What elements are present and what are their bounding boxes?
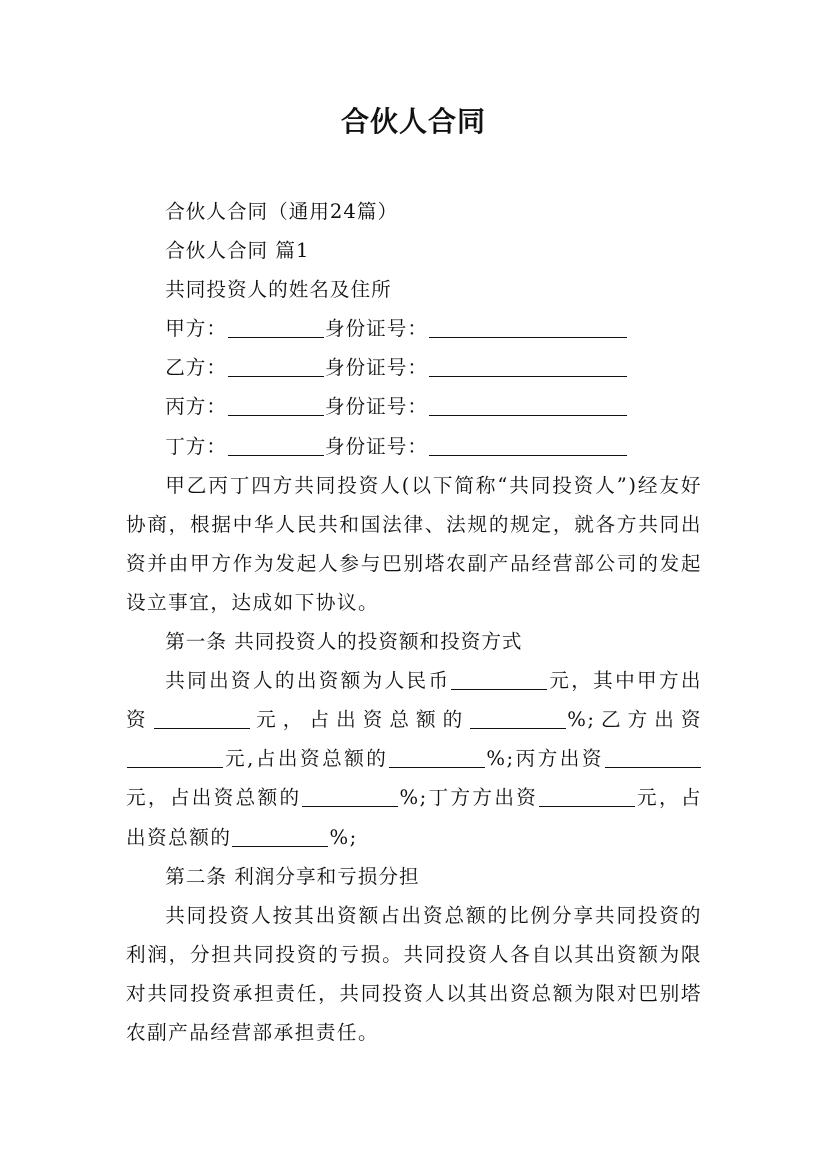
article1-heading: 第一条 共同投资人的投资额和投资方式 [165, 630, 523, 654]
id-blank [429, 395, 627, 416]
article1-text: %;丁方方出资 [399, 786, 539, 810]
article1-text: 元，占出资总额的 [250, 708, 470, 732]
parties-heading: 共同投资人的姓名及住所 [165, 278, 392, 302]
article1-text: 元,占出资总额的 [224, 747, 389, 771]
amount-blank [605, 747, 701, 768]
party-name: 甲方： [165, 317, 227, 341]
percent-blank [232, 826, 328, 847]
section-heading: 合伙人合同 篇1 [165, 239, 310, 263]
amount-blank [451, 669, 547, 690]
article1-text: 元，占出资总额的 [126, 786, 302, 810]
party-row [126, 348, 702, 387]
article2-heading: 第二条 利润分享和亏损分担 [165, 864, 420, 888]
amount-blank [127, 747, 223, 768]
id-blank [429, 317, 627, 338]
percent-blank [389, 747, 485, 768]
document-body [126, 192, 702, 1052]
article1-text: 元，占出资总额的 [126, 786, 703, 849]
name-blank [228, 395, 324, 416]
name-blank [228, 435, 324, 456]
id-blank [429, 435, 627, 456]
id-label: 身份证号： [324, 356, 428, 380]
amount-blank [154, 708, 250, 729]
subtitle: 合伙人合同（通用24篇） [165, 200, 399, 223]
article1-paragraph [126, 661, 702, 856]
article1-text: 共同出资人的出资额为人民币 [165, 669, 451, 693]
party-name: 丁方： [165, 434, 227, 458]
id-blank [429, 356, 627, 377]
percent-blank [470, 708, 566, 729]
article1-text: %;丙方出资 [486, 747, 604, 771]
name-blank [228, 317, 324, 338]
id-label: 身份证号： [324, 317, 428, 341]
article1-text: %; [329, 825, 358, 849]
party-name: 丙方： [165, 395, 227, 419]
party-row [126, 387, 702, 426]
document-title: 合伙人合同 [340, 105, 486, 138]
id-label: 身份证号： [324, 434, 428, 458]
name-blank [228, 356, 324, 377]
party-name: 乙方： [165, 356, 227, 380]
article2-paragraph: 共同投资人按其出资额占出资总额的比例分享共同投资的利润，分担共同投资的亏损。共同投资人各自以其出资额为限对共同投资承担责任，共同投资人以其出资总额为限对巴别塔农副产品经营部承担责任。 [126, 903, 702, 1044]
article1-text: %;乙方出资 [567, 708, 703, 732]
percent-blank [302, 786, 398, 807]
id-label: 身份证号： [324, 395, 428, 419]
party-row [126, 309, 702, 348]
amount-blank [539, 786, 635, 807]
party-row [126, 427, 702, 466]
intro-paragraph: 甲乙丙丁四方共同投资人(以下简称“共同投资人”)经友好协商，根据中华人民共和国法律、法规的规定，就各方共同出资并由甲方作为发起人参与巴别塔农副产品经营部公司的发起设立事宜，达成如下协议。 [126, 473, 702, 614]
article1-text: 元，其中甲方出资 [126, 669, 703, 732]
